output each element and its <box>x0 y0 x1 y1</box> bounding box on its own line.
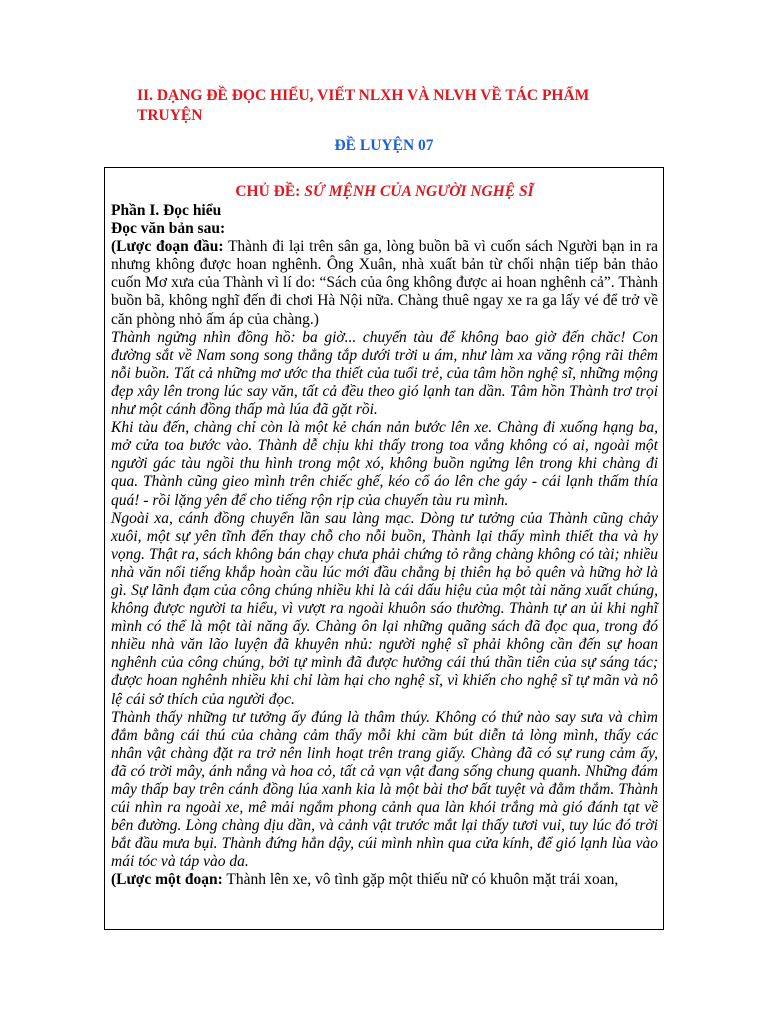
section-heading: II. DẠNG ĐỀ ĐỌC HIỂU, VIẾT NLXH VÀ NLVH VỀ TÁC PHẨM TRUYỆN <box>137 87 590 124</box>
reading-instruction: Đọc văn bản sau: <box>111 220 226 238</box>
part-label: Phần I. Đọc hiểu <box>111 202 222 219</box>
passage-paragraph-4: Thành thấy những tư tưởng ấy đúng là thâm thúy. Không có thứ nào say sưa và chìm đắm bằng cái thú của chàng cảm thấy mỗi khi cầm bút diễn tả lòng mình, thấy các nhân vật chàng đặt ra trở nên linh hoạt trên trang giấy. Chàng đã có sự rung cảm ấy, đã có trời mây, ánh nắng và hoa cỏ, tất cả vạn vật đang sống chung quanh. Những đám mây thấp bay trên cánh đồng lúa xanh kia là một bài thơ bất tuyệt và đằm thắm. Thành cúi nhìn ra ngoài xe, mê mải ngắm phong cảnh qua làn khói trắng mà gió đánh tạt về bên đường. Lòng chàng dịu dần, và cảnh vật trước mắt lại thấy tươi vui, tuy lúc đó trời bắt đầu mưa bụi. Thành đứng hẳn dậy, cúi mình nhìn qua cửa kính, để gió lạnh lùa vào mái tóc và táp vào da. <box>111 708 658 871</box>
topic-prefix: CHỦ ĐỀ: <box>235 183 305 200</box>
passage-paragraph-2: Khi tàu đến, chàng chỉ còn là một kẻ chán nản bước lên xe. Chàng đi xuống hạng ba, mở cửa toa bước vào. Thành dễ chịu khi thấy trong toa vắng không có ai, ngoài một người gác tàu ngồi thu hình trong một xó, không buồn ngửng lên trong khi chàng đi qua. Thành cũng gieo mình trên chiếc ghế, kéo cổ áo lên che gáy - cái lạnh thấm thía quá! - rồi lặng yên để cho tiếng rộn rịp của chuyến tàu ru mình. <box>111 419 658 509</box>
reading-passage-box <box>104 167 664 930</box>
summary-text: Thành đi lại trên sân ga, lòng buồn bã vì cuốn sách Người bạn in ra nhưng không được hoan nghênh. Ông Xuân, nhà xuất bản từ chối nhận tiếp bản thảo cuốn Mơ xưa của Thành vì lí do: “Sách của ông không được ai hoan nghênh cả”. Thành buồn bã, không nghĩ đến đi chơi Hà Nội nữa. Chàng thuê ngay xe ra ga lấy vé để trở về căn phòng nhỏ ấm áp của chàng.) <box>111 238 658 328</box>
passage-paragraph-1: Thành ngửng nhìn đồng hồ: ba giờ... chuyến tàu để không bao giờ đến chăc! Con đường sắt về Nam song song thẳng tắp dưới trời u ám, như làm xa văng rộng rãi thêm nỗi buồn. Tất cả những mơ ước tha thiết của tuổi trẻ, của tâm hồn nghệ sĩ, những mộng đẹp xây lên trong lúc say văn, tất cả đều theo gió lạnh tan dần. Tâm hồn Thành trơ trọi như một cánh đồng thấp mà lúa đã gặt rồi. <box>111 328 658 419</box>
summary2-label: (Lược một đoạn: <box>111 871 223 889</box>
summary-paragraph-2 <box>111 871 658 889</box>
topic-name: SỨ MỆNH CỦA NGƯỜI NGHỆ SĨ <box>304 183 534 200</box>
summary-label: (Lược đoạn đầu: <box>111 238 224 256</box>
passage-paragraph-3: Ngoài xa, cánh đồng chuyển lần sau làng mạc. Dòng tư tưởng của Thành cũng chảy xuôi, một sự yên tĩnh đến thay chỗ cho nỗi buồn, Thành lại thấy mình thiết tha và hy vọng. Thật ra, sách không bán chạy chưa phải chứng tỏ rằng chàng không có tài; nhiều nhà văn nổi tiếng khắp hoàn cầu lúc mới đầu chẳng bị thiên hạ bỏ quên và hững hờ là gì. Sự lãnh đạm của công chúng nhiều khi là cái dấu hiệu của một tài năng xuất chúng, không được người ta hiểu, vì vượt ra ngoài khuôn sáo thường. Thành tự an ủi khi nghĩ mình có thể là một tài năng ấy. Chàng ôn lại những quãng sách đã đọc qua, trong đó nhiều nhà văn lão luyện đã khuyên nhủ: người nghệ sĩ phải không cần đến sự hoan nghênh của công chúng, bởi tự mình đã được hưởng cái thú thần tiên của sự sáng tác; được hoan nghênh nhiều khi chỉ làm hại cho nghệ sĩ, vì khiến cho nghệ sĩ tự mãn và nô lệ cái sở thích của người đọc. <box>111 509 658 708</box>
exercise-title: ĐỀ LUYỆN 07 <box>334 137 434 154</box>
topic-title <box>111 182 658 202</box>
summary2-text: Thành lên xe, vô tình gặp một thiếu nữ có khuôn mặt trái xoan, <box>222 871 619 889</box>
summary-paragraph <box>111 238 658 328</box>
